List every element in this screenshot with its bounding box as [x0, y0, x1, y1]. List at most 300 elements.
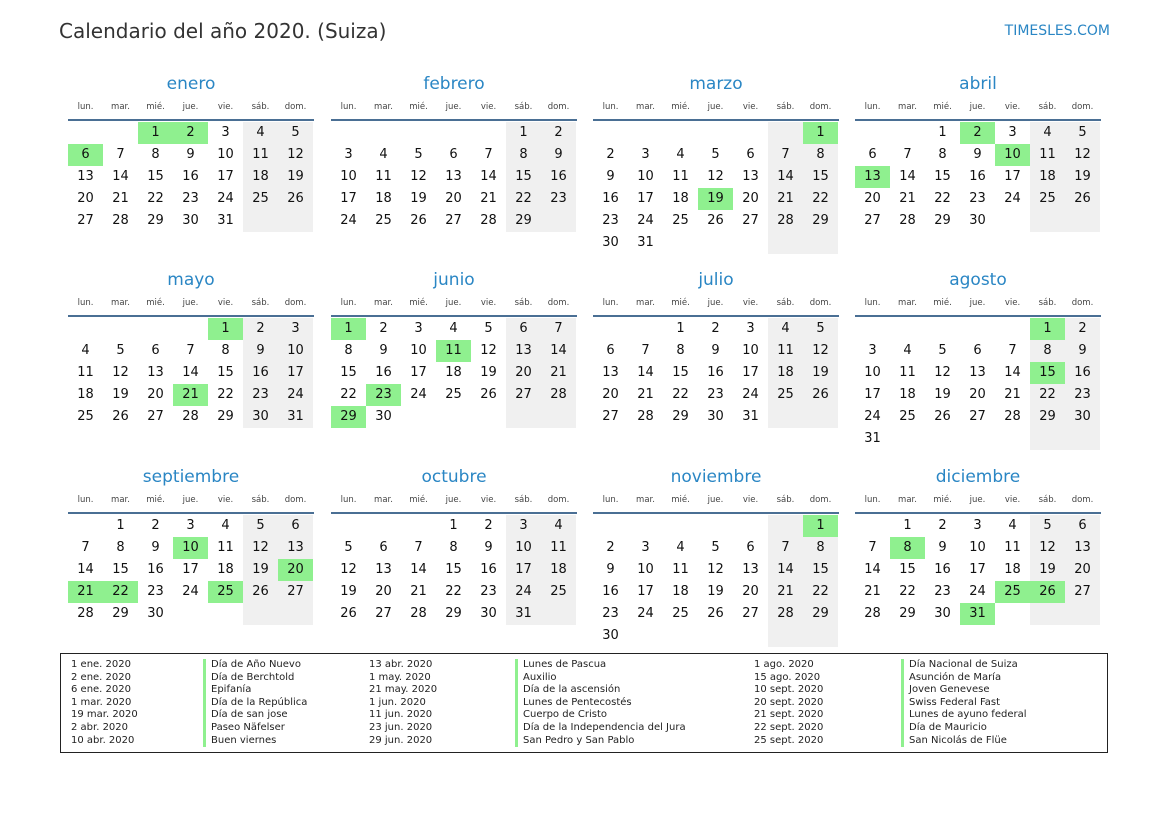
day-cell[interactable]: 10: [637, 169, 654, 184]
day-cell[interactable]: 13: [742, 562, 759, 577]
day-cell[interactable]: 29: [934, 213, 951, 228]
day-cell[interactable]: 4: [768, 318, 803, 340]
day-cell[interactable]: 1: [803, 122, 838, 144]
day-cell[interactable]: 16: [243, 362, 278, 384]
day-cell[interactable]: 28: [1004, 409, 1021, 424]
day-cell[interactable]: 9: [711, 343, 720, 358]
day-cell[interactable]: 20: [445, 191, 462, 206]
day-cell[interactable]: 9: [938, 540, 947, 555]
day-cell[interactable]: 28: [768, 603, 803, 625]
day-cell[interactable]: 18: [672, 584, 689, 599]
day-cell[interactable]: 14: [77, 562, 94, 577]
day-cell[interactable]: 23: [182, 191, 199, 206]
day-cell[interactable]: 6: [151, 343, 160, 358]
day-cell[interactable]: 12: [707, 169, 724, 184]
day-cell[interactable]: 13: [77, 169, 94, 184]
day-cell[interactable]: 20: [864, 191, 881, 206]
day-cell[interactable]: 24: [217, 191, 234, 206]
day-cell[interactable]: 10: [410, 343, 427, 358]
day-cell[interactable]: 8: [344, 343, 353, 358]
day-cell[interactable]: 9: [186, 147, 195, 162]
day-cell[interactable]: 15: [672, 365, 689, 380]
day-cell[interactable]: 21: [480, 191, 497, 206]
day-cell[interactable]: 11: [1004, 540, 1021, 555]
day-cell[interactable]: 28: [899, 213, 916, 228]
day-cell[interactable]: 22: [803, 581, 838, 603]
day-cell[interactable]: 10: [995, 144, 1030, 166]
day-cell[interactable]: 17: [742, 365, 759, 380]
day-cell[interactable]: 29: [217, 409, 234, 424]
day-cell[interactable]: 17: [864, 387, 881, 402]
day-cell[interactable]: 12: [243, 537, 278, 559]
day-cell[interactable]: 21: [173, 384, 208, 406]
day-cell[interactable]: 28: [112, 213, 129, 228]
day-cell[interactable]: 23: [147, 584, 164, 599]
day-cell[interactable]: 24: [1004, 191, 1021, 206]
day-cell[interactable]: 22: [899, 584, 916, 599]
day-cell[interactable]: 31: [960, 603, 995, 625]
day-cell[interactable]: 18: [1030, 166, 1065, 188]
day-cell[interactable]: 9: [606, 169, 615, 184]
day-cell[interactable]: 11: [77, 365, 94, 380]
day-cell[interactable]: 27: [864, 213, 881, 228]
day-cell[interactable]: 16: [182, 169, 199, 184]
day-cell[interactable]: 31: [637, 235, 654, 250]
day-cell[interactable]: 7: [641, 343, 650, 358]
day-cell[interactable]: 18: [541, 559, 576, 581]
day-cell[interactable]: 15: [340, 365, 357, 380]
day-cell[interactable]: 17: [506, 559, 541, 581]
day-cell[interactable]: 28: [864, 606, 881, 621]
day-cell[interactable]: 5: [243, 515, 278, 537]
day-cell[interactable]: 4: [1030, 122, 1065, 144]
day-cell[interactable]: 24: [340, 213, 357, 228]
day-cell[interactable]: 24: [506, 581, 541, 603]
day-cell[interactable]: 16: [1065, 362, 1100, 384]
day-cell[interactable]: 6: [973, 343, 982, 358]
day-cell[interactable]: 19: [707, 584, 724, 599]
day-cell[interactable]: 14: [480, 169, 497, 184]
day-cell[interactable]: 12: [112, 365, 129, 380]
day-cell[interactable]: 22: [1030, 384, 1065, 406]
day-cell[interactable]: 7: [541, 318, 576, 340]
day-cell[interactable]: 22: [340, 387, 357, 402]
day-cell[interactable]: 8: [676, 343, 685, 358]
day-cell[interactable]: 8: [803, 144, 838, 166]
day-cell[interactable]: 6: [746, 540, 755, 555]
day-cell[interactable]: 25: [995, 581, 1030, 603]
day-cell[interactable]: 27: [742, 213, 759, 228]
day-cell[interactable]: 3: [506, 515, 541, 537]
day-cell[interactable]: 26: [480, 387, 497, 402]
day-cell[interactable]: 18: [672, 191, 689, 206]
day-cell[interactable]: 3: [278, 318, 313, 340]
day-cell[interactable]: 3: [414, 321, 423, 336]
day-cell[interactable]: 19: [480, 365, 497, 380]
day-cell[interactable]: 9: [379, 343, 388, 358]
day-cell[interactable]: 17: [637, 584, 654, 599]
day-cell[interactable]: 1: [676, 321, 685, 336]
day-cell[interactable]: 19: [243, 559, 278, 581]
day-cell[interactable]: 8: [221, 343, 230, 358]
day-cell[interactable]: 22: [217, 387, 234, 402]
day-cell[interactable]: 3: [641, 540, 650, 555]
day-cell[interactable]: 2: [541, 122, 576, 144]
day-cell[interactable]: 7: [768, 144, 803, 166]
day-cell[interactable]: 14: [541, 340, 576, 362]
day-cell[interactable]: 10: [340, 169, 357, 184]
day-cell[interactable]: 5: [344, 540, 353, 555]
day-cell[interactable]: 27: [278, 581, 313, 603]
day-cell[interactable]: 8: [506, 144, 541, 166]
day-cell[interactable]: 30: [969, 213, 986, 228]
day-cell[interactable]: 5: [938, 343, 947, 358]
day-cell[interactable]: 28: [410, 606, 427, 621]
day-cell[interactable]: 24: [637, 606, 654, 621]
day-cell[interactable]: 28: [768, 210, 803, 232]
day-cell[interactable]: 30: [602, 628, 619, 643]
day-cell[interactable]: 2: [711, 321, 720, 336]
day-cell[interactable]: 22: [445, 584, 462, 599]
day-cell[interactable]: 1: [208, 318, 243, 340]
day-cell[interactable]: 23: [707, 387, 724, 402]
day-cell[interactable]: 19: [112, 387, 129, 402]
day-cell[interactable]: 2: [173, 122, 208, 144]
day-cell[interactable]: 30: [1065, 406, 1100, 428]
day-cell[interactable]: 19: [934, 387, 951, 402]
day-cell[interactable]: 15: [112, 562, 129, 577]
day-cell[interactable]: 26: [410, 213, 427, 228]
site-link[interactable]: TIMESLES.COM: [1004, 23, 1110, 39]
day-cell[interactable]: 14: [112, 169, 129, 184]
day-cell[interactable]: 27: [1065, 581, 1100, 603]
day-cell[interactable]: 2: [606, 147, 615, 162]
day-cell[interactable]: 19: [410, 191, 427, 206]
day-cell[interactable]: 8: [151, 147, 160, 162]
day-cell[interactable]: 31: [742, 409, 759, 424]
day-cell[interactable]: 5: [1065, 122, 1100, 144]
day-cell[interactable]: 7: [414, 540, 423, 555]
day-cell[interactable]: 17: [217, 169, 234, 184]
day-cell[interactable]: 3: [868, 343, 877, 358]
day-cell[interactable]: 12: [707, 562, 724, 577]
day-cell[interactable]: 15: [1030, 362, 1065, 384]
day-cell[interactable]: 20: [602, 387, 619, 402]
day-cell[interactable]: 23: [969, 191, 986, 206]
day-cell[interactable]: 25: [541, 581, 576, 603]
day-cell[interactable]: 2: [960, 122, 995, 144]
day-cell[interactable]: 5: [414, 147, 423, 162]
day-cell[interactable]: 26: [803, 384, 838, 406]
day-cell[interactable]: 4: [676, 540, 685, 555]
day-cell[interactable]: 11: [1030, 144, 1065, 166]
day-cell[interactable]: 27: [742, 606, 759, 621]
day-cell[interactable]: 2: [938, 518, 947, 533]
day-cell[interactable]: 15: [934, 169, 951, 184]
day-cell[interactable]: 4: [541, 515, 576, 537]
day-cell[interactable]: 20: [1065, 559, 1100, 581]
day-cell[interactable]: 17: [969, 562, 986, 577]
day-cell[interactable]: 29: [899, 606, 916, 621]
day-cell[interactable]: 29: [672, 409, 689, 424]
day-cell[interactable]: 15: [445, 562, 462, 577]
day-cell[interactable]: 10: [217, 147, 234, 162]
day-cell[interactable]: 19: [1030, 559, 1065, 581]
day-cell[interactable]: 7: [768, 537, 803, 559]
day-cell[interactable]: 20: [969, 387, 986, 402]
day-cell[interactable]: 29: [147, 213, 164, 228]
day-cell[interactable]: 18: [243, 166, 278, 188]
day-cell[interactable]: 16: [707, 365, 724, 380]
day-cell[interactable]: 20: [375, 584, 392, 599]
day-cell[interactable]: 18: [768, 362, 803, 384]
day-cell[interactable]: 20: [147, 387, 164, 402]
day-cell[interactable]: 17: [1004, 169, 1021, 184]
day-cell[interactable]: 6: [278, 515, 313, 537]
day-cell[interactable]: 22: [672, 387, 689, 402]
day-cell[interactable]: 23: [480, 584, 497, 599]
day-cell[interactable]: 3: [746, 321, 755, 336]
day-cell[interactable]: 14: [899, 169, 916, 184]
day-cell[interactable]: 15: [803, 559, 838, 581]
day-cell[interactable]: 10: [506, 537, 541, 559]
day-cell[interactable]: 21: [864, 584, 881, 599]
day-cell[interactable]: 11: [436, 340, 471, 362]
day-cell[interactable]: 25: [672, 213, 689, 228]
day-cell[interactable]: 24: [410, 387, 427, 402]
day-cell[interactable]: 8: [803, 537, 838, 559]
day-cell[interactable]: 4: [81, 343, 90, 358]
day-cell[interactable]: 5: [711, 147, 720, 162]
day-cell[interactable]: 30: [707, 409, 724, 424]
day-cell[interactable]: 11: [243, 144, 278, 166]
day-cell[interactable]: 14: [637, 365, 654, 380]
day-cell[interactable]: 26: [278, 188, 313, 210]
day-cell[interactable]: 19: [698, 188, 733, 210]
day-cell[interactable]: 26: [1065, 188, 1100, 210]
day-cell[interactable]: 29: [112, 606, 129, 621]
day-cell[interactable]: 2: [243, 318, 278, 340]
day-cell[interactable]: 22: [803, 188, 838, 210]
day-cell[interactable]: 27: [506, 384, 541, 406]
day-cell[interactable]: 16: [480, 562, 497, 577]
day-cell[interactable]: 21: [541, 362, 576, 384]
day-cell[interactable]: 22: [103, 581, 138, 603]
day-cell[interactable]: 11: [375, 169, 392, 184]
day-cell[interactable]: 23: [243, 384, 278, 406]
day-cell[interactable]: 12: [1065, 144, 1100, 166]
day-cell[interactable]: 7: [868, 540, 877, 555]
day-cell[interactable]: 16: [541, 166, 576, 188]
day-cell[interactable]: 28: [77, 606, 94, 621]
day-cell[interactable]: 21: [637, 387, 654, 402]
day-cell[interactable]: 26: [243, 581, 278, 603]
day-cell[interactable]: 19: [1065, 166, 1100, 188]
day-cell[interactable]: 8: [116, 540, 125, 555]
day-cell[interactable]: 25: [77, 409, 94, 424]
day-cell[interactable]: 6: [379, 540, 388, 555]
day-cell[interactable]: 10: [278, 340, 313, 362]
day-cell[interactable]: 1: [449, 518, 458, 533]
day-cell[interactable]: 28: [541, 384, 576, 406]
day-cell[interactable]: 4: [676, 147, 685, 162]
day-cell[interactable]: 5: [1030, 515, 1065, 537]
day-cell[interactable]: 26: [340, 606, 357, 621]
day-cell[interactable]: 16: [602, 191, 619, 206]
day-cell[interactable]: 14: [864, 562, 881, 577]
day-cell[interactable]: 27: [445, 213, 462, 228]
day-cell[interactable]: 13: [506, 340, 541, 362]
day-cell[interactable]: 6: [68, 144, 103, 166]
day-cell[interactable]: 3: [973, 518, 982, 533]
day-cell[interactable]: 21: [768, 188, 803, 210]
day-cell[interactable]: 23: [934, 584, 951, 599]
day-cell[interactable]: 26: [707, 606, 724, 621]
day-cell[interactable]: 26: [1030, 581, 1065, 603]
day-cell[interactable]: 25: [208, 581, 243, 603]
day-cell[interactable]: 21: [112, 191, 129, 206]
day-cell[interactable]: 19: [340, 584, 357, 599]
day-cell[interactable]: 17: [182, 562, 199, 577]
day-cell[interactable]: 7: [186, 343, 195, 358]
day-cell[interactable]: 3: [641, 147, 650, 162]
day-cell[interactable]: 16: [602, 584, 619, 599]
day-cell[interactable]: 31: [217, 213, 234, 228]
day-cell[interactable]: 17: [340, 191, 357, 206]
day-cell[interactable]: 29: [506, 210, 541, 232]
day-cell[interactable]: 6: [506, 318, 541, 340]
day-cell[interactable]: 11: [672, 562, 689, 577]
day-cell[interactable]: 2: [379, 321, 388, 336]
day-cell[interactable]: 6: [868, 147, 877, 162]
day-cell[interactable]: 4: [243, 122, 278, 144]
day-cell[interactable]: 13: [147, 365, 164, 380]
day-cell[interactable]: 1: [1030, 318, 1065, 340]
day-cell[interactable]: 30: [934, 606, 951, 621]
day-cell[interactable]: 9: [541, 144, 576, 166]
day-cell[interactable]: 10: [637, 562, 654, 577]
day-cell[interactable]: 20: [742, 584, 759, 599]
day-cell[interactable]: 20: [77, 191, 94, 206]
day-cell[interactable]: 18: [445, 365, 462, 380]
day-cell[interactable]: 20: [506, 362, 541, 384]
day-cell[interactable]: 9: [973, 147, 982, 162]
day-cell[interactable]: 12: [410, 169, 427, 184]
day-cell[interactable]: 27: [602, 409, 619, 424]
day-cell[interactable]: 17: [637, 191, 654, 206]
day-cell[interactable]: 23: [366, 384, 401, 406]
day-cell[interactable]: 13: [742, 169, 759, 184]
day-cell[interactable]: 4: [1008, 518, 1017, 533]
day-cell[interactable]: 25: [1030, 188, 1065, 210]
day-cell[interactable]: 7: [81, 540, 90, 555]
day-cell[interactable]: 28: [637, 409, 654, 424]
day-cell[interactable]: 10: [173, 537, 208, 559]
day-cell[interactable]: 7: [903, 147, 912, 162]
day-cell[interactable]: 10: [742, 343, 759, 358]
day-cell[interactable]: 1: [506, 122, 541, 144]
day-cell[interactable]: 18: [217, 562, 234, 577]
day-cell[interactable]: 24: [969, 584, 986, 599]
day-cell[interactable]: 8: [890, 537, 925, 559]
day-cell[interactable]: 1: [138, 122, 173, 144]
day-cell[interactable]: 1: [803, 515, 838, 537]
day-cell[interactable]: 2: [1065, 318, 1100, 340]
day-cell[interactable]: 26: [707, 213, 724, 228]
day-cell[interactable]: 30: [602, 235, 619, 250]
day-cell[interactable]: 25: [375, 213, 392, 228]
day-cell[interactable]: 21: [899, 191, 916, 206]
day-cell[interactable]: 30: [480, 606, 497, 621]
day-cell[interactable]: 22: [147, 191, 164, 206]
day-cell[interactable]: 27: [77, 213, 94, 228]
day-cell[interactable]: 24: [182, 584, 199, 599]
day-cell[interactable]: 11: [672, 169, 689, 184]
day-cell[interactable]: 2: [484, 518, 493, 533]
day-cell[interactable]: 12: [480, 343, 497, 358]
day-cell[interactable]: 30: [375, 409, 392, 424]
day-cell[interactable]: 30: [182, 213, 199, 228]
day-cell[interactable]: 11: [217, 540, 234, 555]
day-cell[interactable]: 15: [147, 169, 164, 184]
day-cell[interactable]: 21: [68, 581, 103, 603]
day-cell[interactable]: 14: [410, 562, 427, 577]
day-cell[interactable]: 27: [147, 409, 164, 424]
day-cell[interactable]: 12: [278, 144, 313, 166]
day-cell[interactable]: 25: [243, 188, 278, 210]
day-cell[interactable]: 22: [506, 188, 541, 210]
day-cell[interactable]: 29: [803, 210, 838, 232]
day-cell[interactable]: 14: [1004, 365, 1021, 380]
day-cell[interactable]: 30: [243, 406, 278, 428]
day-cell[interactable]: 12: [1030, 537, 1065, 559]
day-cell[interactable]: 4: [379, 147, 388, 162]
day-cell[interactable]: 29: [445, 606, 462, 621]
day-cell[interactable]: 23: [541, 188, 576, 210]
day-cell[interactable]: 30: [147, 606, 164, 621]
day-cell[interactable]: 1: [903, 518, 912, 533]
day-cell[interactable]: 14: [768, 559, 803, 581]
day-cell[interactable]: 5: [116, 343, 125, 358]
day-cell[interactable]: 21: [1004, 387, 1021, 402]
day-cell[interactable]: 1: [938, 125, 947, 140]
day-cell[interactable]: 9: [151, 540, 160, 555]
day-cell[interactable]: 22: [934, 191, 951, 206]
day-cell[interactable]: 21: [410, 584, 427, 599]
day-cell[interactable]: 23: [602, 606, 619, 621]
day-cell[interactable]: 13: [1065, 537, 1100, 559]
day-cell[interactable]: 4: [903, 343, 912, 358]
day-cell[interactable]: 25: [899, 409, 916, 424]
day-cell[interactable]: 8: [1030, 340, 1065, 362]
day-cell[interactable]: 6: [449, 147, 458, 162]
day-cell[interactable]: 24: [278, 384, 313, 406]
day-cell[interactable]: 11: [541, 537, 576, 559]
day-cell[interactable]: 13: [278, 537, 313, 559]
day-cell[interactable]: 3: [186, 518, 195, 533]
day-cell[interactable]: 8: [449, 540, 458, 555]
day-cell[interactable]: 10: [969, 540, 986, 555]
day-cell[interactable]: 14: [768, 166, 803, 188]
day-cell[interactable]: 6: [606, 343, 615, 358]
day-cell[interactable]: 12: [934, 365, 951, 380]
day-cell[interactable]: 11: [899, 365, 916, 380]
day-cell[interactable]: 1: [331, 318, 366, 340]
day-cell[interactable]: 16: [969, 169, 986, 184]
day-cell[interactable]: 18: [77, 387, 94, 402]
day-cell[interactable]: 15: [506, 166, 541, 188]
day-cell[interactable]: 28: [480, 213, 497, 228]
